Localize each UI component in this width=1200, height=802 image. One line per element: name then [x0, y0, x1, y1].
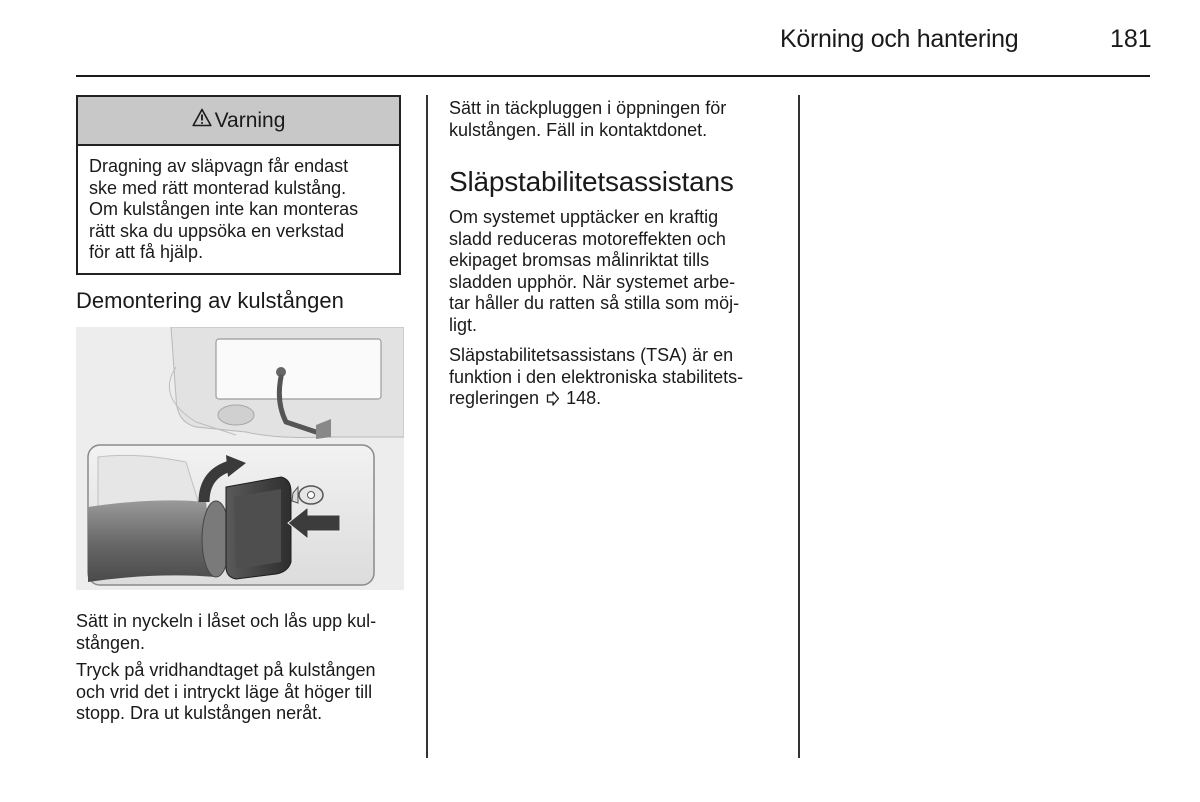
- warning-line: Dragning av släpvagn får endast: [89, 156, 349, 176]
- text-line: [449, 388, 743, 412]
- text-line: ekipaget bromsas målinriktat tills: [449, 250, 710, 270]
- running-header-title: Körning och hantering: [780, 25, 1019, 53]
- text-line: Tryck på vridhandtaget på kulstången: [76, 660, 376, 680]
- text-line: kulstången. Fäll in kontaktdonet.: [449, 119, 708, 140]
- warning-line: Om kulstången inte kan monteras: [89, 199, 359, 219]
- text-line: sladd reduceras motoreffekten och: [449, 228, 726, 249]
- header-rule: [76, 75, 1150, 77]
- text-line: och vrid det i intryckt läge åt höger till: [76, 681, 373, 702]
- column-divider-right: [798, 95, 800, 758]
- text-line: Sätt in nyckeln i låset och lås upp kul-: [76, 611, 377, 631]
- warning-triangle-icon: [192, 108, 215, 133]
- text-line: tar håller du ratten så stilla som möj-: [449, 293, 740, 313]
- towbar-illustration: [76, 327, 404, 590]
- text-line: stången.: [76, 632, 146, 653]
- text-line: Släpstabilitetsassistans (TSA) är en: [449, 345, 734, 365]
- text-line-part: regleringen: [449, 388, 540, 408]
- text-line: Sätt in täckpluggen i öppningen för: [449, 98, 727, 118]
- text-line: ligt.: [449, 314, 478, 335]
- instruction-paragraph: [76, 660, 376, 725]
- section-heading-demontering: Demontering av kulstången: [76, 288, 344, 313]
- page-reference[interactable]: 148.: [566, 388, 602, 408]
- instruction-paragraph: [76, 611, 376, 654]
- warning-line: rätt ska du uppsöka en verkstad: [89, 220, 345, 241]
- intro-paragraph: [449, 98, 726, 141]
- text-line: Om systemet upptäcker en kraftig: [449, 207, 719, 227]
- tsa-description-paragraph: [449, 207, 739, 336]
- warning-line: ske med rätt monterad kulstång.: [89, 177, 347, 198]
- column-divider-left: [426, 95, 428, 758]
- warning-box: [76, 95, 401, 275]
- warning-text: [78, 146, 399, 264]
- warning-header: [78, 97, 399, 146]
- page-reference-arrow-icon: [546, 390, 560, 412]
- text-line: funktion i den elektroniska stabilitets-: [449, 366, 744, 387]
- section-heading-tsa: Släpstabilitetsassistans: [449, 166, 734, 197]
- warning-line: för att få hjälp.: [89, 242, 204, 262]
- text-line: stopp. Dra ut kulstången neråt.: [76, 703, 323, 723]
- text-line: sladden upphör. När systemet arbe-: [449, 271, 736, 292]
- page-number: 181: [1110, 25, 1152, 53]
- tsa-function-paragraph: [449, 345, 743, 412]
- warning-title: Varning: [214, 108, 286, 132]
